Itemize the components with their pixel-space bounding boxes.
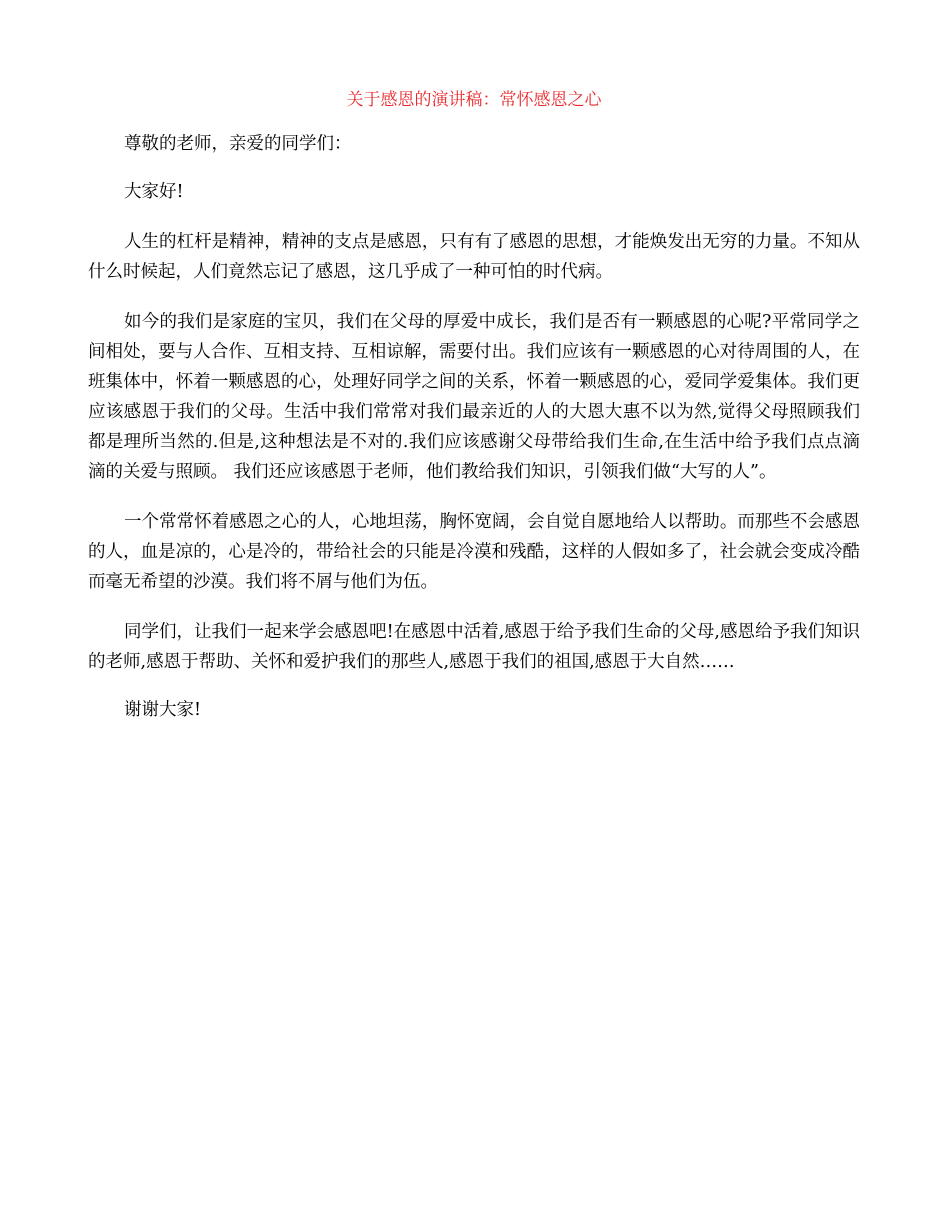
document-page [88, 0, 860, 725]
paragraph: 人生的杠杆是精神，精神的支点是感恩，只有有了感恩的思想，才能焕发出无穷的力量。不知从什么时候起，人们竟然忘记了感恩，这几乎成了一种可怕的时代病。 [88, 232, 860, 282]
hello-line: 大家好! [124, 182, 184, 202]
paragraph: 同学们，让我们一起来学会感恩吧!在感恩中活着,感恩于给予我们生命的父母,感恩给予我们知识的老师,感恩于帮助、关怀和爱护我们的那些人,感恩于我们的祖国,感恩于大自然…… [88, 622, 860, 672]
paragraph: 如今的我们是家庭的宝贝，我们在父母的厚爱中成长，我们是否有一颗感恩的心呢?平常同学之间相处，要与人合作、互相支持、互相谅解，需要付出。我们应该有一颗感恩的心对待周围的人，在班集体中，怀着一颗感恩的心，处理好同学之间的关系，怀着一颗感恩的心，爱同学爱集体。我们更应该感恩于我们的父母。生活中我们常常对我们最亲近的人的大恩大惠不以为然,觉得父母照顾我们都是理所当然的.但是,这种想法是不对的.我们应该感谢父母带给我们生命,在生活中给予我们点点滴滴的关爱与照顾。 我们还应该感恩于老师，他们教给我们知识，引领我们做“大写的人”。 [88, 312, 860, 482]
document-title: 关于感恩的演讲稿：常怀感恩之心 [346, 90, 602, 110]
greeting: 尊敬的老师，亲爱的同学们： [124, 134, 352, 154]
paragraph: 一个常常怀着感恩之心的人，心地坦荡，胸怀宽阔，会自觉自愿地给人以帮助。而那些不会感恩的人，血是凉的，心是冷的，带给社会的只能是冷漠和残酷，这样的人假如多了，社会就会变成冷酷而毫无希望的沙漠。我们将不屑与他们为伍。 [88, 512, 860, 592]
closing-line: 谢谢大家! [124, 700, 202, 720]
